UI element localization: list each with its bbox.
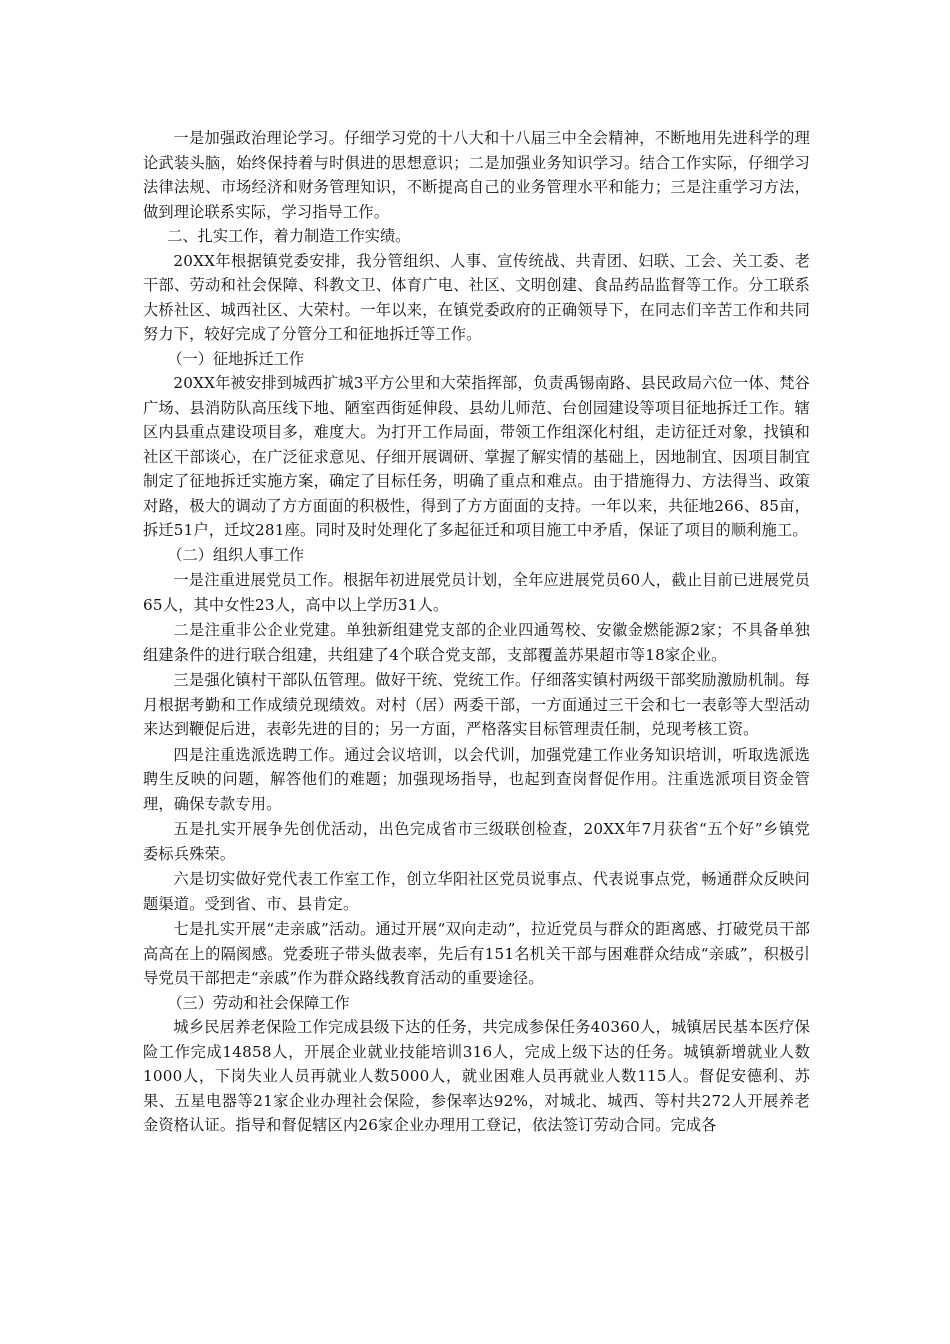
subheading-land-acquisition: （一）征地拆迁工作 xyxy=(167,349,304,368)
paragraph-labor-security: 城乡民居养老保险工作完成县级下达的任务，共完成参保任务40360人，城镇居民基本医疗保险工作完成14858人，开展企业就业技能培训316人，完成上级下达的任务。城镇新增就业人数1000人，下岗失业人员再就业人数5000人，就业困难人员再就业人数115人。督促安德利、苏果、五星电器等21家企业办理社会保险，参保率达92%，对城北、城西、等村共272人开展养老金资格认证。指导和督促辖区内26家企业办理用工登记，依法签订劳动合同。完成各 xyxy=(143,1018,810,1134)
paragraph-visit-relatives: 七是扎实开展“走亲戚”活动。通过开展“双向走动”，拉近党员与群众的距离感、打破党员干部高高在上的隔阂感。党委班子带头做表率，先后有151名机关干部与困难群众结成“亲戚”，积极引导党员干部把走“亲戚”作为群众路线教育活动的重要途径。 xyxy=(143,920,810,987)
paragraph-responsibilities: 20XX年根据镇党委安排，我分管组织、人事、宣传统战、共青团、妇联、工会、关工委、老干部、劳动和社会保障、科教文卫、体育广电、社区、文明创建、食品药品监督等工作。分工联系大桥社区、城西社区、大荣村。一年以来，在镇党委政府的正确领导下，在同志们辛苦工作和共同努力下，较好完成了分管分工和征地拆迁等工作。 xyxy=(143,251,810,343)
subheading-labor-security: （三）劳动和社会保障工作 xyxy=(167,993,350,1012)
paragraph-excellence: 五是扎实开展争先创优活动，出色完成省市三级联创检查，20XX年7月获省“五个好”乡镇党委标兵殊荣。 xyxy=(143,820,810,863)
paragraph-representative-office: 六是切实做好党代表工作室工作，创立华阳社区党员说事点、代表说事点党，畅通群众反映问题渠道。受到省、市、县肯定。 xyxy=(143,870,810,913)
paragraph-private-enterprise: 二是注重非公企业党建。单独新组建党支部的企业四通驾校、安徽金燃能源2家；不具备单独组建条件的进行联合组建，共组建了4个联合党支部，支部覆盖苏果超市等18家企业。 xyxy=(143,621,810,664)
subheading-organization: （二）组织人事工作 xyxy=(167,545,304,564)
paragraph-party-members: 一是注重进展党员工作。根据年初进展党员计划，全年应进展党员60人，截止目前已进展党员65人，其中女性23人，高中以上学历31人。 xyxy=(143,571,810,614)
paragraph-land-acquisition: 20XX年被安排到城西扩城3平方公里和大荣指挥部，负责禹锡南路、县民政局六位一体、梵谷广场、县消防队高压线下地、陋室西街延伸段、县幼儿师范、台创园建设等项目征地拆迁工作。辖区内县重点建设项目多，难度大。为打开工作局面，带领工作组深化村组，走访征迁对象，找镇和社区干部谈心，在广泛征求意见、仔细开展调研、掌握了解实情的基础上，因地制宜、因项目制宜制定了征地拆迁实施方案，确定了目标任务，明确了重点和难点。由于措施得力、方法得当、政策对路，极大的调动了方方面面的积极性，得到了方方面面的支持。一年以来，共征地266、85亩，拆迁51户，迁坟281座。同时及时处理化了多起征迁和项目施工中矛盾，保证了项目的顺利施工。 xyxy=(143,374,810,539)
section-heading-work: 二、扎实工作，着力制造工作实绩。 xyxy=(167,227,411,245)
paragraph-selection: 四是注重选派选聘工作。通过会议培训，以会代训，加强党建工作业务知识培训，听取选派选聘生反映的问题，解答他们的难题；加强现场指导，也起到查岗督促作用。注重选派项目资金管理，确保专款专用。 xyxy=(143,745,810,813)
document-body xyxy=(143,126,810,1138)
paragraph-cadre-management: 三是强化镇村干部队伍管理。做好干统、党统工作。仔细落实镇村两级干部奖励激励机制。每月根据考勤和工作成绩兑现绩效。对村（居）两委干部，一方面通过三干会和七一表彰等大型活动来达到鞭促后进，表彰先进的目的；另一方面，严格落实目标管理责任制，兑现考核工资。 xyxy=(143,671,810,738)
paragraph-study: 一是加强政治理论学习。仔细学习党的十八大和十八届三中全会精神，不断地用先进科学的理论武装头脑，始终保持着与时俱进的思想意识；二是加强业务知识学习。结合工作实际，仔细学习法律法规、市场经济和财务管理知识，不断提高自己的业务管理水平和能力；三是注重学习方法，做到理论联系实际，学习指导工作。 xyxy=(143,129,810,221)
